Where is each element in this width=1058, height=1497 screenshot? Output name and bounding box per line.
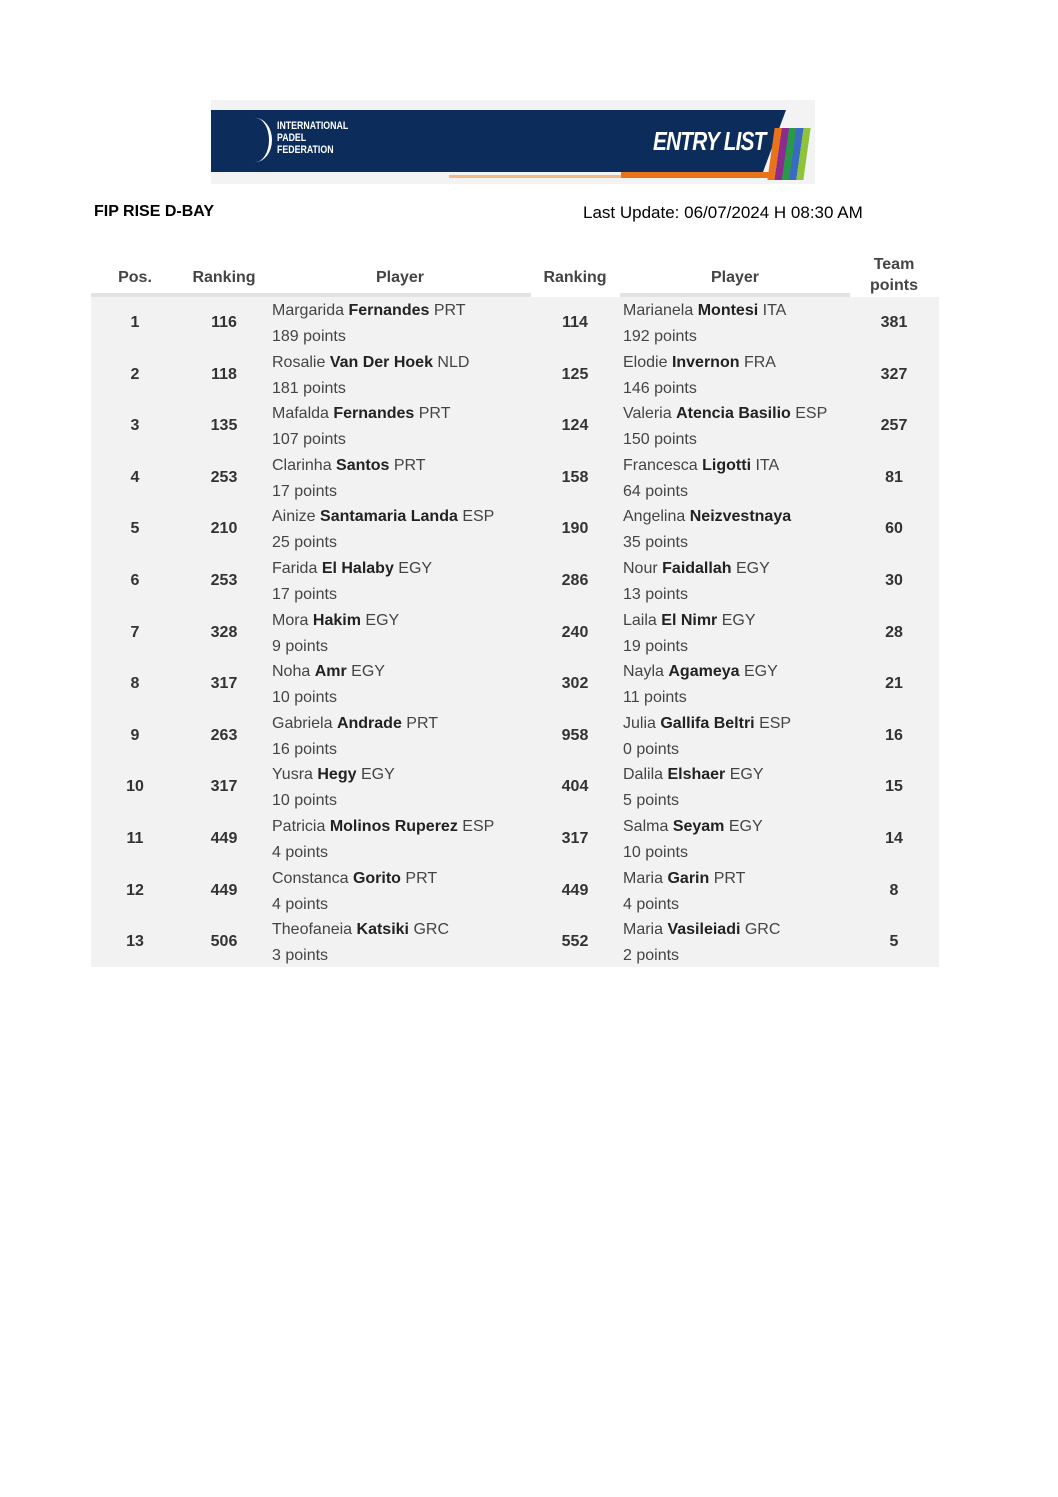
ranking-cell-2: 125: [561, 365, 589, 383]
player-cell: [623, 556, 770, 608]
player-country: EGY: [728, 818, 763, 835]
player-cell: [623, 917, 780, 969]
table-row: [91, 349, 939, 401]
player-first-name: Clarinha: [272, 456, 332, 474]
team-points-cell: 5: [889, 933, 899, 951]
player-country: ESP: [795, 405, 828, 423]
pos-cell: 12: [126, 881, 144, 899]
player-first-name: Elodie: [623, 353, 668, 371]
pos-cell: 2: [130, 365, 140, 383]
player-country: EGY: [721, 611, 756, 629]
ranking-cell-1: 135: [210, 417, 238, 435]
table-row: [91, 916, 939, 968]
player-first-name: Maria: [623, 869, 664, 887]
player-cell: [623, 350, 776, 402]
player-first-name: Mafalda: [272, 405, 329, 423]
player-first-name: Rosalie: [272, 353, 326, 371]
ranking-cell-2: 404: [561, 778, 589, 796]
player-country: EGY: [365, 611, 400, 629]
pos-cell: 7: [130, 623, 140, 641]
team-points-cell: 28: [885, 623, 903, 641]
player-last-name: Fernandes: [348, 302, 430, 319]
player-last-name: Agameya: [668, 663, 740, 681]
player-points: 10 points: [272, 792, 337, 810]
player-cell: [272, 659, 385, 711]
player-last-name: Seyam: [672, 818, 725, 835]
player-last-name: Neizvestnaya: [689, 508, 792, 526]
player-first-name: Nour: [623, 560, 658, 577]
player-cell: [272, 711, 438, 763]
player-first-name: Valeria: [623, 405, 672, 423]
pos-cell: 5: [130, 520, 140, 538]
table-row: [91, 658, 939, 710]
player-points: 10 points: [272, 689, 337, 707]
table-row: [91, 761, 939, 813]
player-country: ITA: [755, 456, 780, 474]
player-points: 9 points: [272, 637, 329, 655]
player-first-name: Mora: [272, 611, 309, 629]
ranking-cell-1: 449: [210, 830, 238, 847]
player-country: EGY: [743, 663, 778, 681]
ranking-cell-2: 302: [561, 675, 589, 693]
player-first-name: Yusra: [272, 766, 313, 784]
player-last-name: Santamaria Landa: [320, 508, 458, 526]
player-first-name: Patricia: [272, 818, 326, 835]
player-first-name: Margarida: [272, 302, 345, 319]
player-first-name: Farida: [272, 560, 318, 577]
ranking-cell-2: 958: [561, 726, 589, 744]
banner-orange-bar: [621, 172, 783, 178]
player-country: PRT: [433, 302, 466, 319]
fip-banner: [211, 100, 815, 184]
player-last-name: Vasileiadi: [667, 921, 741, 939]
player-points: 0 points: [623, 740, 680, 758]
ranking-cell-1: 210: [210, 520, 238, 538]
player-country: NLD: [437, 353, 470, 371]
player-cell: [623, 711, 791, 763]
fip-logo-icon: [239, 118, 272, 162]
player-last-name: Amr: [314, 663, 347, 681]
player-cell: [623, 608, 756, 660]
player-last-name: El Nimr: [661, 611, 718, 629]
header-player-2: Player: [710, 269, 760, 286]
player-last-name: Santos: [336, 456, 390, 474]
player-country: ESP: [462, 508, 495, 526]
player-cell: [623, 504, 791, 556]
player-country: ESP: [759, 714, 792, 732]
ranking-cell-1: 253: [210, 572, 238, 589]
player-points: 146 points: [623, 379, 697, 397]
player-points: 19 points: [623, 637, 688, 655]
player-first-name: Constanca: [272, 869, 349, 887]
team-points-cell: 327: [880, 365, 908, 383]
pos-cell: 10: [126, 778, 144, 796]
player-cell: [623, 659, 778, 711]
player-first-name: Nayla: [623, 663, 664, 681]
table-row: [91, 400, 939, 452]
player-country: EGY: [398, 560, 433, 577]
header-points: points: [870, 277, 918, 294]
player-country: ESP: [462, 818, 495, 835]
player-first-name: Laila: [623, 611, 657, 629]
player-first-name: Maria: [623, 921, 664, 939]
tournament-title: FIP RISE D-BAY: [94, 203, 215, 220]
player-cell: [272, 762, 395, 814]
pos-cell: 9: [130, 726, 140, 744]
header-player-1: Player: [375, 269, 425, 286]
banner-line: [449, 175, 621, 178]
player-points: 2 points: [623, 947, 680, 965]
player-points: 150 points: [623, 431, 697, 449]
player-country: EGY: [360, 766, 395, 784]
player-last-name: Molinos Ruperez: [329, 818, 458, 835]
player-cell: [272, 298, 466, 350]
player-first-name: Ainize: [272, 508, 316, 526]
player-cell: [272, 608, 399, 660]
player-country: EGY: [735, 560, 770, 577]
player-first-name: Marianela: [623, 302, 694, 319]
header-team-points: [850, 254, 938, 296]
player-points: 11 points: [623, 689, 687, 707]
player-cell: [623, 453, 779, 505]
player-first-name: Gabriela: [272, 714, 333, 732]
ranking-cell-2: 317: [561, 830, 589, 847]
pos-cell: 6: [130, 572, 140, 589]
player-last-name: Ligotti: [702, 456, 752, 474]
player-points: 10 points: [623, 844, 688, 861]
team-points-cell: 30: [885, 572, 903, 589]
table-row: [91, 452, 939, 504]
ranking-cell-2: 449: [561, 881, 589, 899]
ranking-cell-1: 328: [210, 623, 238, 641]
player-cell: [272, 453, 426, 505]
player-country: PRT: [405, 869, 438, 887]
team-points-cell: 257: [880, 417, 908, 435]
player-points: 64 points: [623, 482, 688, 500]
player-last-name: Van Der Hoek: [329, 353, 433, 371]
player-country: GRC: [413, 921, 449, 939]
ranking-cell-2: 286: [561, 572, 589, 589]
table-row: [91, 555, 939, 607]
player-last-name: Invernon: [671, 353, 740, 371]
ranking-cell-1: 253: [210, 468, 238, 486]
player-points: 17 points: [272, 482, 337, 500]
ranking-cell-2: 552: [561, 933, 589, 951]
player-country: PRT: [406, 714, 439, 732]
player-last-name: Montesi: [697, 302, 759, 319]
player-points: 107 points: [272, 431, 346, 449]
ranking-cell-2: 158: [561, 468, 589, 486]
player-cell: [623, 866, 745, 918]
pos-cell: 4: [130, 468, 140, 486]
player-last-name: Faidallah: [662, 560, 732, 577]
ranking-cell-2: 124: [561, 417, 589, 435]
player-cell: [623, 401, 827, 453]
player-last-name: Elshaer: [667, 766, 726, 784]
pos-cell: 8: [130, 675, 140, 693]
player-first-name: Dalila: [623, 766, 664, 784]
team-points-cell: 15: [885, 778, 903, 796]
player-cell: [623, 814, 763, 866]
player-cell: [272, 917, 449, 969]
player-points: 16 points: [272, 740, 337, 758]
player-points: 181 points: [272, 379, 346, 397]
player-last-name: Hegy: [317, 766, 357, 784]
player-country: PRT: [713, 869, 746, 887]
player-points: 25 points: [272, 534, 337, 552]
player-points: 13 points: [623, 586, 688, 603]
player-first-name: Theofaneia: [272, 921, 353, 939]
player-last-name: Garin: [667, 869, 710, 887]
pos-cell: 1: [130, 314, 140, 331]
player-first-name: Francesca: [623, 456, 698, 474]
header-ranking-2: Ranking: [543, 269, 607, 286]
ranking-cell-1: 449: [210, 881, 238, 899]
table-row: [91, 503, 939, 555]
pos-cell: 13: [126, 933, 144, 951]
pos-cell: 11: [126, 830, 144, 847]
player-first-name: Salma: [623, 818, 669, 835]
last-update: Last Update: 06/07/2024 H 08:30 AM: [583, 203, 863, 222]
table-row: [91, 813, 939, 865]
player-points: 3 points: [272, 947, 329, 965]
team-points-cell: 16: [885, 726, 903, 744]
player-country: GRC: [744, 921, 781, 939]
table-row: [91, 710, 939, 762]
player-last-name: El Halaby: [321, 560, 394, 577]
player-points: 5 points: [623, 792, 680, 810]
ranking-cell-1: 317: [210, 778, 238, 796]
player-points: 4 points: [272, 895, 329, 913]
header-pos: Pos.: [118, 269, 152, 286]
table-row: [91, 297, 939, 349]
player-points: 189 points: [272, 328, 346, 345]
player-cell: [272, 401, 450, 453]
player-points: 17 points: [272, 586, 337, 603]
team-points-cell: 81: [885, 468, 903, 486]
fip-logo-text: INTERNATIONAL PADEL FEDERATION: [277, 120, 349, 156]
team-points-cell: 8: [889, 881, 899, 899]
player-last-name: Andrade: [336, 714, 402, 732]
table-row: [91, 607, 939, 659]
team-points-cell: 14: [885, 830, 903, 847]
ranking-cell-2: 114: [562, 314, 588, 331]
player-last-name: Fernandes: [333, 405, 415, 423]
player-last-name: Hakim: [312, 611, 361, 629]
header-ranking-1: Ranking: [192, 269, 256, 286]
banner-stripes: [767, 128, 810, 180]
player-cell: [272, 556, 432, 608]
ranking-cell-1: 263: [210, 726, 238, 744]
player-country: FRA: [743, 353, 776, 371]
player-first-name: Angelina: [623, 508, 686, 526]
player-country: EGY: [729, 766, 764, 784]
entry-table: [91, 297, 939, 967]
player-cell: [272, 504, 494, 556]
ranking-cell-1: 506: [210, 933, 238, 951]
player-country: PRT: [393, 456, 426, 474]
ranking-cell-2: 190: [561, 520, 589, 538]
player-cell: [272, 350, 469, 402]
ranking-cell-1: 317: [210, 675, 238, 693]
player-points: 4 points: [272, 844, 329, 861]
player-country: ITA: [762, 302, 787, 319]
table-row: [91, 865, 939, 917]
banner-label: ENTRY LIST: [653, 126, 766, 156]
ranking-cell-1: 116: [211, 314, 237, 331]
player-first-name: Noha: [272, 663, 311, 681]
ranking-cell-2: 240: [561, 623, 589, 641]
player-first-name: Julia: [623, 714, 656, 732]
player-country: PRT: [418, 405, 451, 423]
player-last-name: Gallifa Beltri: [660, 714, 755, 732]
player-cell: [272, 866, 437, 918]
pos-cell: 3: [130, 417, 140, 435]
player-last-name: Katsiki: [356, 921, 409, 939]
team-points-cell: 381: [880, 314, 908, 331]
player-points: 35 points: [623, 534, 688, 552]
player-country: EGY: [351, 663, 385, 681]
player-last-name: Atencia Basilio: [676, 405, 791, 423]
ranking-cell-1: 118: [211, 365, 237, 383]
team-points-cell: 21: [885, 675, 903, 693]
player-cell: [623, 762, 764, 814]
player-last-name: Gorito: [352, 869, 401, 887]
player-cell: [272, 814, 494, 866]
team-points-cell: 60: [885, 520, 903, 538]
player-points: 4 points: [623, 895, 680, 913]
player-cell: [623, 298, 786, 350]
player-points: 192 points: [623, 328, 697, 345]
header-team: Team: [873, 256, 915, 273]
